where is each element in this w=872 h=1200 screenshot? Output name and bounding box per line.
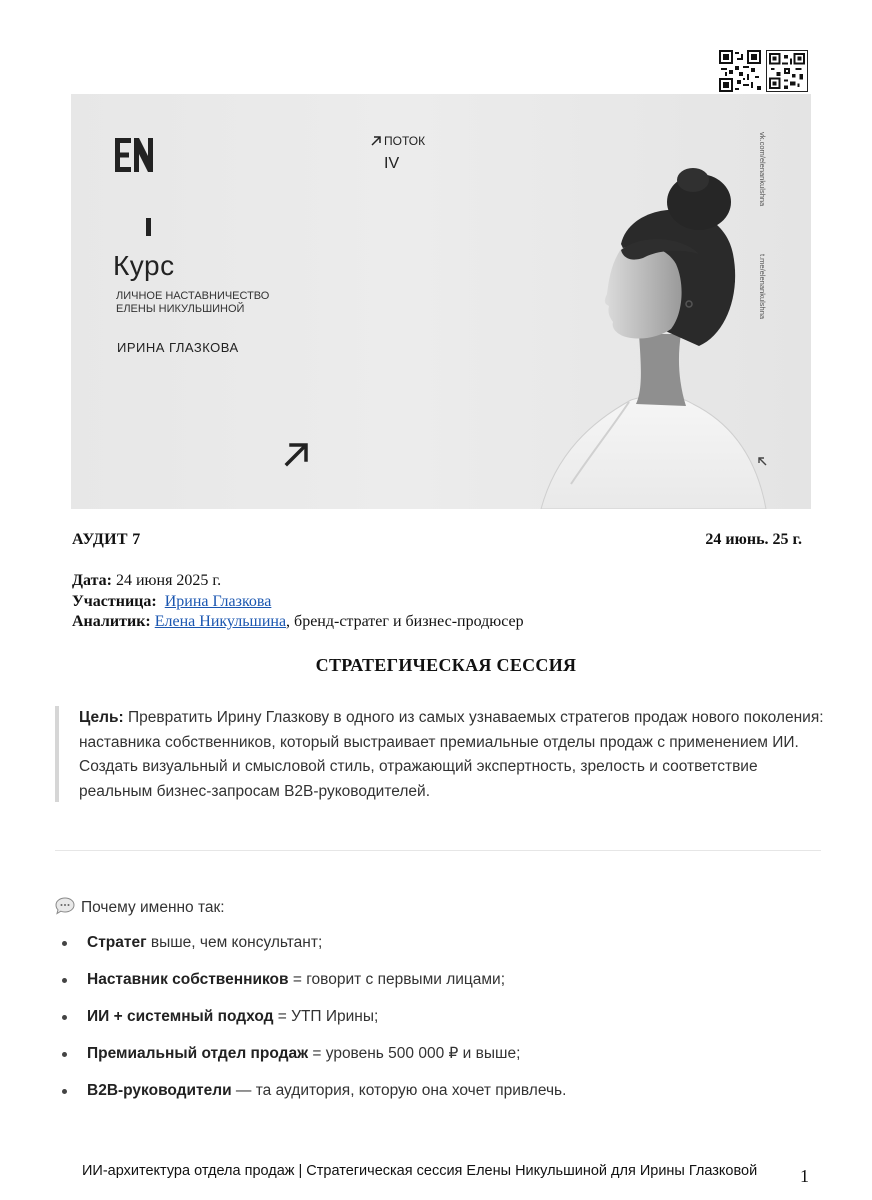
meta-analyst: Аналитик: Елена Никульшина, бренд-стратег и бизнес-продюсер xyxy=(72,613,524,630)
list-item: Наставник собственников = говорит с первыми лицами; xyxy=(55,970,835,1007)
session-title: СТРАТЕГИЧЕСКАЯ СЕССИЯ xyxy=(315,655,577,675)
telegram-link[interactable]: t.me/elenankulshna xyxy=(758,254,767,320)
accent-bar xyxy=(146,218,151,236)
stream-label: ПОТОК xyxy=(371,134,425,148)
why-heading: Почему именно так: xyxy=(55,897,225,917)
participant-link[interactable]: Ирина Глазкова xyxy=(164,593,272,610)
meta-participant: Участница: Ирина Глазкова xyxy=(72,593,272,610)
list-item: B2B-руководители — та аудитория, которую она хочет привлечь. xyxy=(55,1081,835,1118)
stream-number: IV xyxy=(384,155,400,172)
bullet-dot xyxy=(62,1089,67,1094)
page-number: 1 xyxy=(800,1166,809,1186)
page-footer: ИИ-архитектура отдела продаж | Стратегическая сессия Елены Никульшиной для Ирины Глазковой xyxy=(82,1163,758,1179)
list-item: Стратег выше, чем консультант; xyxy=(55,933,835,970)
en-logo xyxy=(113,134,155,176)
audit-date: 24 июнь. 25 г. xyxy=(705,531,802,548)
portrait-photo xyxy=(471,154,771,509)
arrow-up-left-icon xyxy=(757,456,767,466)
course-banner xyxy=(71,94,811,509)
arrow-up-right-icon xyxy=(371,135,382,146)
course-subtitle: ЛИЧНОЕ НАСТАВНИЧЕСТВО ЕЛЕНЫ НИКУЛЬШИНОЙ xyxy=(116,290,270,315)
reasons-list xyxy=(55,933,835,1118)
bullet-dot xyxy=(62,1052,67,1057)
list-item: Премиальный отдел продаж = уровень 500 000 ₽ и выше; xyxy=(55,1044,835,1081)
audit-title: АУДИТ 7 xyxy=(72,531,141,548)
vk-link[interactable]: vk.com/elenankulshna xyxy=(758,132,767,207)
student-name: ИРИНА ГЛАЗКОВА xyxy=(117,340,239,355)
goal-text: Превратить Ирину Глазкову в одного из самых узнаваемых стратегов продаж нового поколения: наставника собственников, который выстраивает премиальные отделы продаж с применением ИИ. Создать визуальный и смысловой стиль, отражающий экспертность, зрелость и соответствие реальным бизнес-запросам B2B-руководителей. xyxy=(79,709,824,800)
course-label: Курс xyxy=(113,250,175,281)
meta-date: Дата: 24 июня 2025 г. xyxy=(72,572,222,589)
qr-code-left[interactable] xyxy=(719,50,761,92)
qr-code-right[interactable] xyxy=(766,50,808,92)
goal-label: Цель: xyxy=(79,709,124,726)
social-links xyxy=(755,132,769,372)
bullet-dot xyxy=(62,1015,67,1020)
divider xyxy=(55,850,821,851)
bullet-dot xyxy=(62,941,67,946)
analyst-link[interactable]: Елена Никульшина xyxy=(154,613,287,630)
bullet-dot xyxy=(62,978,67,983)
goal-quote xyxy=(55,706,825,802)
speech-bubble-icon xyxy=(55,897,75,915)
list-item: ИИ + системный подход = УТП Ирины; xyxy=(55,1007,835,1044)
arrow-up-right-icon xyxy=(283,440,311,468)
